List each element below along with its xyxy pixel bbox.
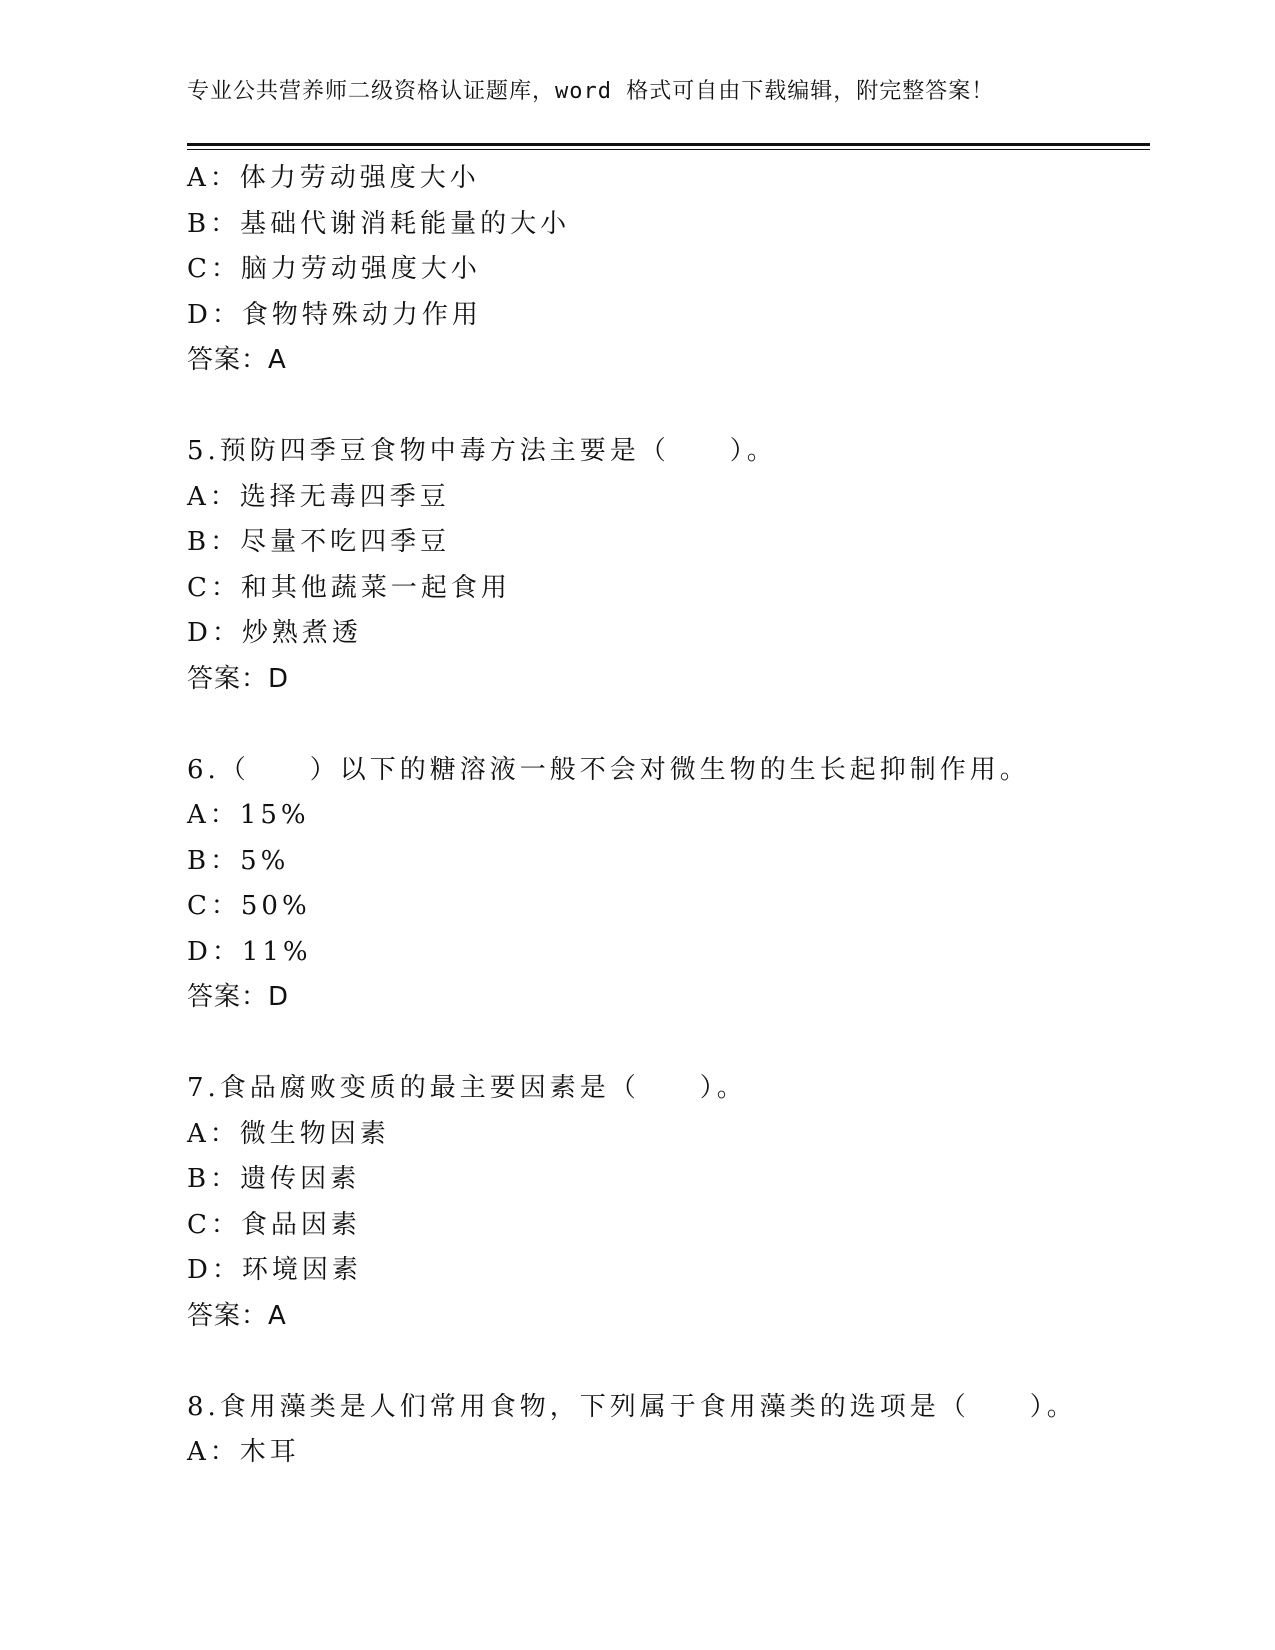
option-d: D：11%	[187, 936, 312, 967]
header-rule-thin	[187, 149, 1150, 150]
question-6	[187, 748, 1150, 1021]
question-stem: 5.预防四季豆食物中毒方法主要是（ ）。	[187, 436, 777, 466]
answer: 答案：A	[187, 1300, 287, 1331]
question-stem: 8.食用藻类是人们常用食物，下列属于食用藻类的选项是（ ）。	[187, 1391, 1077, 1422]
option-a: A：15%	[187, 800, 310, 830]
option-d: D：炒熟煮透	[187, 618, 362, 648]
spacer	[187, 1021, 1150, 1067]
option-c: C：食品因素	[187, 1209, 361, 1240]
question-list	[187, 156, 1150, 1476]
question-stem: 7.食品腐败变质的最主要因素是（ ）。	[187, 1073, 747, 1103]
option-c: C：50%	[187, 891, 311, 921]
spacer	[187, 702, 1150, 748]
option-b: B：尽量不吃四季豆	[187, 527, 451, 557]
option-a: A：选择无毒四季豆	[187, 481, 450, 512]
option-b: B：遗传因素	[187, 1164, 361, 1194]
spacer	[187, 384, 1150, 430]
option-a: A：木耳	[187, 1437, 300, 1467]
question-4	[187, 156, 1150, 384]
option-b: B：5%	[187, 845, 290, 876]
option-a: A：微生物因素	[187, 1118, 390, 1149]
option-c: C：脑力劳动强度大小	[187, 254, 481, 284]
question-7	[187, 1066, 1150, 1339]
header-rule-thick	[187, 143, 1150, 146]
question-5	[187, 429, 1150, 702]
option-d: D：食物特殊动力作用	[187, 299, 482, 330]
question-stem: 6.（ ）以下的糖溶液一般不会对微生物的生长起抑制作用。	[187, 754, 1030, 785]
option-b: B：基础代谢消耗能量的大小	[187, 208, 571, 239]
option-a: A：体力劳动强度大小	[187, 163, 480, 193]
answer: 答案：D	[187, 663, 290, 694]
answer: 答案：A	[187, 345, 287, 375]
question-8	[187, 1385, 1150, 1476]
spacer	[187, 1339, 1150, 1385]
page-header: 专业公共营养师二级资格认证题库，word 格式可自由下载编辑，附完整答案！	[187, 79, 995, 104]
option-c: C：和其他蔬菜一起食用	[187, 572, 511, 603]
option-d: D：环境因素	[187, 1255, 362, 1285]
answer: 答案：D	[187, 982, 290, 1012]
